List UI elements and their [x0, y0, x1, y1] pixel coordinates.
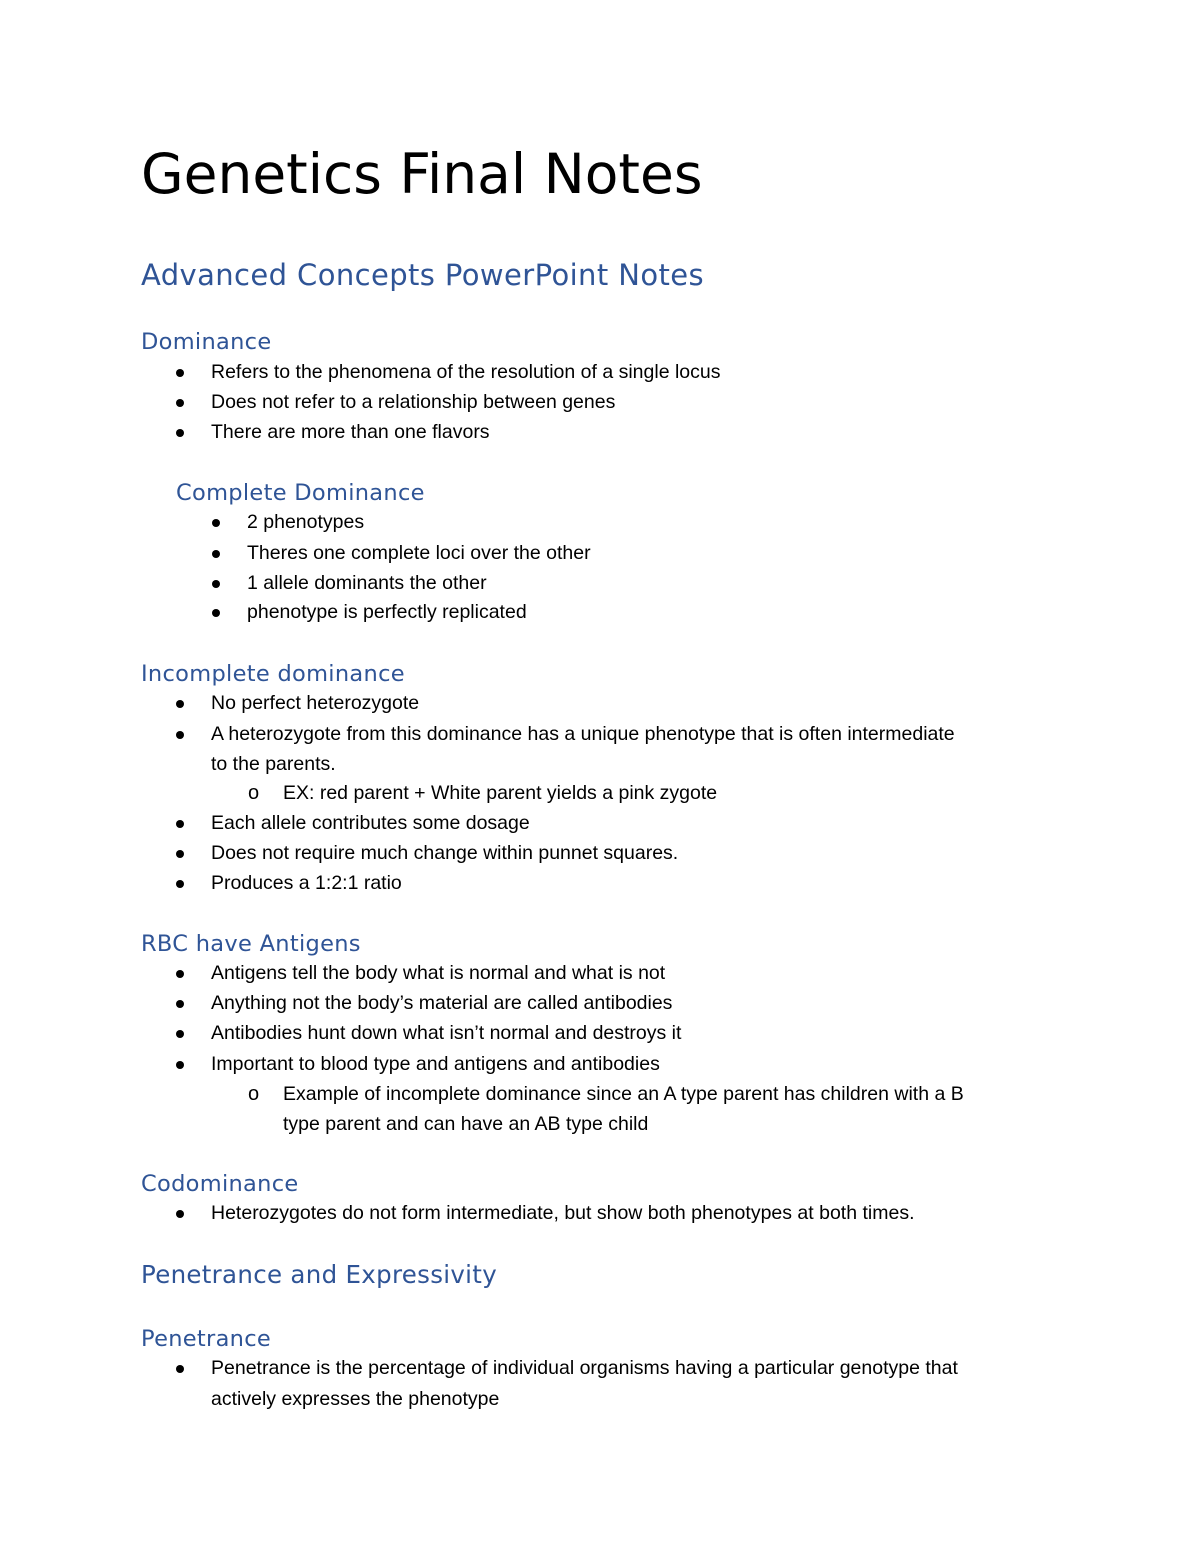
- subheading-rbc-antigens: RBC have Antigens: [141, 931, 361, 957]
- bullet-icon: [176, 1061, 184, 1069]
- list-item: phenotype is perfectly replicated: [247, 601, 527, 623]
- bullet-icon: [212, 550, 220, 558]
- list-item: There are more than one flavors: [211, 421, 490, 443]
- sub-list-item: Example of incomplete dominance since an A type parent has children with a B: [283, 1083, 964, 1105]
- list-item: No perfect heterozygote: [211, 692, 420, 714]
- subheading-codominance: Codominance: [141, 1171, 299, 1197]
- bullet-icon: [176, 820, 184, 828]
- bullet-icon: [176, 429, 184, 437]
- bullet-icon: [176, 369, 184, 377]
- subheading-dominance: Dominance: [141, 329, 272, 355]
- bullet-icon: [176, 880, 184, 888]
- bullet-icon: [176, 1365, 184, 1373]
- sub-list-item-continuation: type parent and can have an AB type child: [283, 1113, 649, 1135]
- sub-bullet-icon: o: [248, 1083, 260, 1105]
- list-item: Refers to the phenomena of the resolution of a single locus: [211, 361, 721, 383]
- list-item: Penetrance is the percentage of individual organisms having a particular genotype that: [211, 1357, 958, 1379]
- bullet-icon: [212, 519, 220, 527]
- list-item: Important to blood type and antigens and antibodies: [211, 1053, 660, 1075]
- bullet-icon: [176, 970, 184, 978]
- bullet-icon: [176, 399, 184, 407]
- list-item-continuation: to the parents.: [211, 753, 336, 775]
- bullet-icon: [176, 1030, 184, 1038]
- bullet-icon: [176, 850, 184, 858]
- sub-list-item: EX: red parent + White parent yields a pink zygote: [283, 782, 718, 804]
- subheading-complete-dominance: Complete Dominance: [176, 480, 425, 506]
- section-heading-penetrance-expressivity: Penetrance and Expressivity: [141, 1260, 497, 1289]
- list-item: 2 phenotypes: [247, 511, 365, 533]
- list-item: Anything not the body’s material are called antibodies: [211, 992, 673, 1014]
- document-title: Genetics Final Notes: [141, 142, 703, 206]
- list-item: Antibodies hunt down what isn’t normal and destroys it: [211, 1022, 682, 1044]
- section-heading-advanced-concepts: Advanced Concepts PowerPoint Notes: [141, 258, 704, 292]
- list-item: Does not require much change within punnet squares.: [211, 842, 679, 864]
- list-item: Each allele contributes some dosage: [211, 812, 530, 834]
- list-item: Heterozygotes do not form intermediate, but show both phenotypes at both times.: [211, 1202, 915, 1224]
- bullet-icon: [176, 1000, 184, 1008]
- list-item: A heterozygote from this dominance has a unique phenotype that is often intermediate: [211, 723, 955, 745]
- list-item: 1 allele dominants the other: [247, 572, 487, 594]
- bullet-icon: [176, 731, 184, 739]
- list-item-continuation: actively expresses the phenotype: [211, 1388, 500, 1410]
- list-item: Produces a 1:2:1 ratio: [211, 872, 402, 894]
- sub-bullet-icon: o: [248, 782, 260, 804]
- subheading-incomplete-dominance: Incomplete dominance: [141, 661, 405, 687]
- bullet-icon: [176, 1210, 184, 1218]
- list-item: Theres one complete loci over the other: [247, 542, 591, 564]
- bullet-icon: [176, 700, 184, 708]
- list-item: Antigens tell the body what is normal and what is not: [211, 962, 666, 984]
- bullet-icon: [212, 609, 220, 617]
- bullet-icon: [212, 580, 220, 588]
- subheading-penetrance: Penetrance: [141, 1326, 272, 1352]
- list-item: Does not refer to a relationship between genes: [211, 391, 616, 413]
